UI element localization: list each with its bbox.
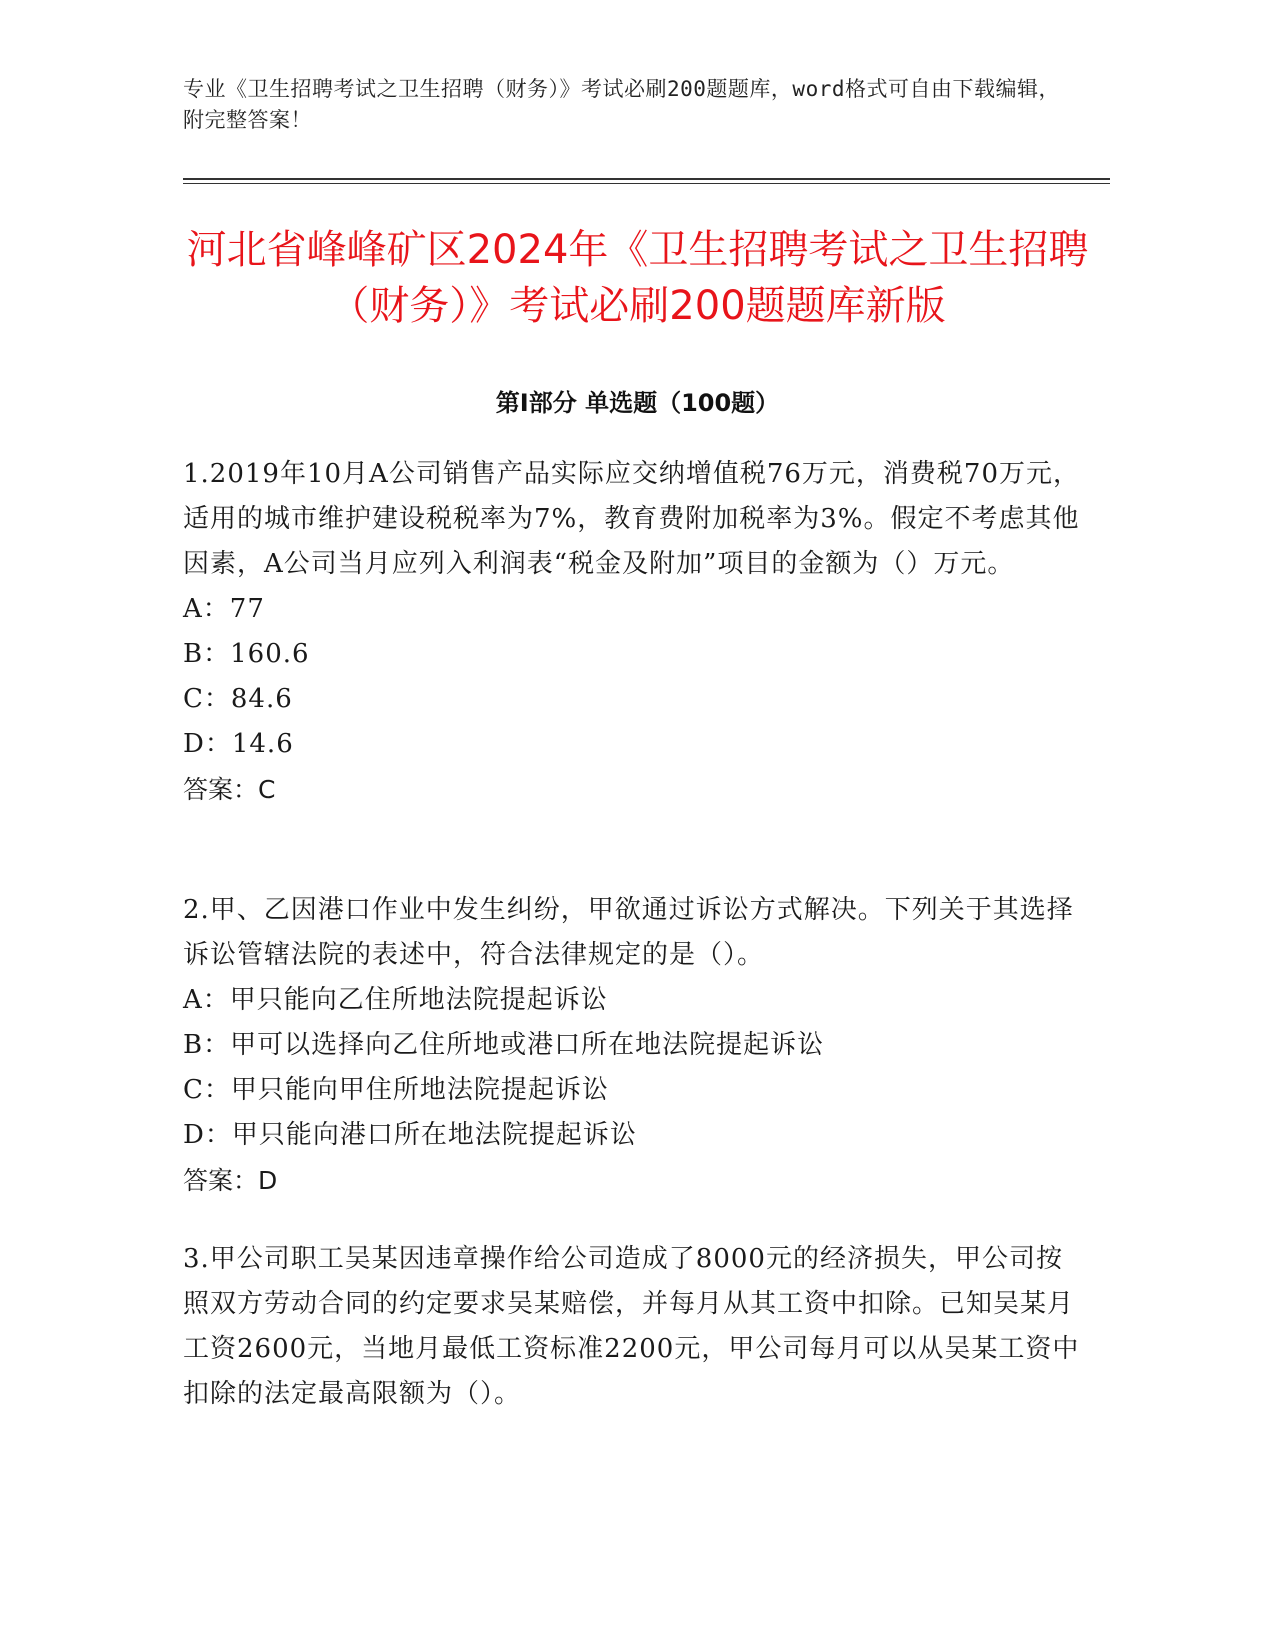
question-stem: 3.甲公司职工吴某因违章操作给公司造成了8000元的经济损失，甲公司按照双方劳动合同的约定要求吴某赔偿，并每月从其工资中扣除。已知吴某月工资2600元，当地月最低工资标准2200元，甲公司每月可以从吴某工资中扣除的法定最高限额为（）。 xyxy=(183,1244,1080,1409)
question-1 xyxy=(183,452,1083,812)
option-b: B：160.6 xyxy=(183,639,310,669)
option-c: C：84.6 xyxy=(183,684,293,714)
answer: 答案：C xyxy=(183,775,276,804)
option-b: B：甲可以选择向乙住所地或港口所在地法院提起诉讼 xyxy=(183,1030,825,1060)
option-c: C：甲只能向甲住所地法院提起诉讼 xyxy=(183,1075,609,1105)
option-a: A：77 xyxy=(183,594,265,624)
question-stem: 1.2019年10月A公司销售产品实际应交纳增值税76万元，消费税70万元，适用的城市维护建设税税率为7%，教育费附加税率为3%。假定不考虑其他因素，A公司当月应列入利润表“税金及附加”项目的金额为（）万元。 xyxy=(183,459,1081,579)
header-divider-thick xyxy=(183,178,1110,180)
document-title: 河北省峰峰矿区2024年《卫生招聘考试之卫生招聘（财务）》考试必刷200题题库新版 xyxy=(186,227,1089,329)
header-note: 专业《卫生招聘考试之卫生招聘（财务）》考试必刷200题题库，word格式可自由下载编辑，附完整答案！ xyxy=(183,77,1060,132)
answer: 答案：D xyxy=(183,1166,278,1195)
section-title: 第Ⅰ部分 单选题（100题） xyxy=(495,389,780,417)
option-a: A：甲只能向乙住所地法院提起诉讼 xyxy=(183,985,608,1015)
question-stem: 2.甲、乙因港口作业中发生纠纷，甲欲通过诉讼方式解决。下列关于其选择诉讼管辖法院的表述中，符合法律规定的是（）。 xyxy=(183,895,1074,970)
option-d: D：14.6 xyxy=(183,729,294,759)
question-2 xyxy=(183,888,1083,1203)
question-3 xyxy=(183,1237,1083,1417)
header-divider-thin xyxy=(183,183,1110,184)
option-d: D：甲只能向港口所在地法院提起诉讼 xyxy=(183,1120,637,1150)
